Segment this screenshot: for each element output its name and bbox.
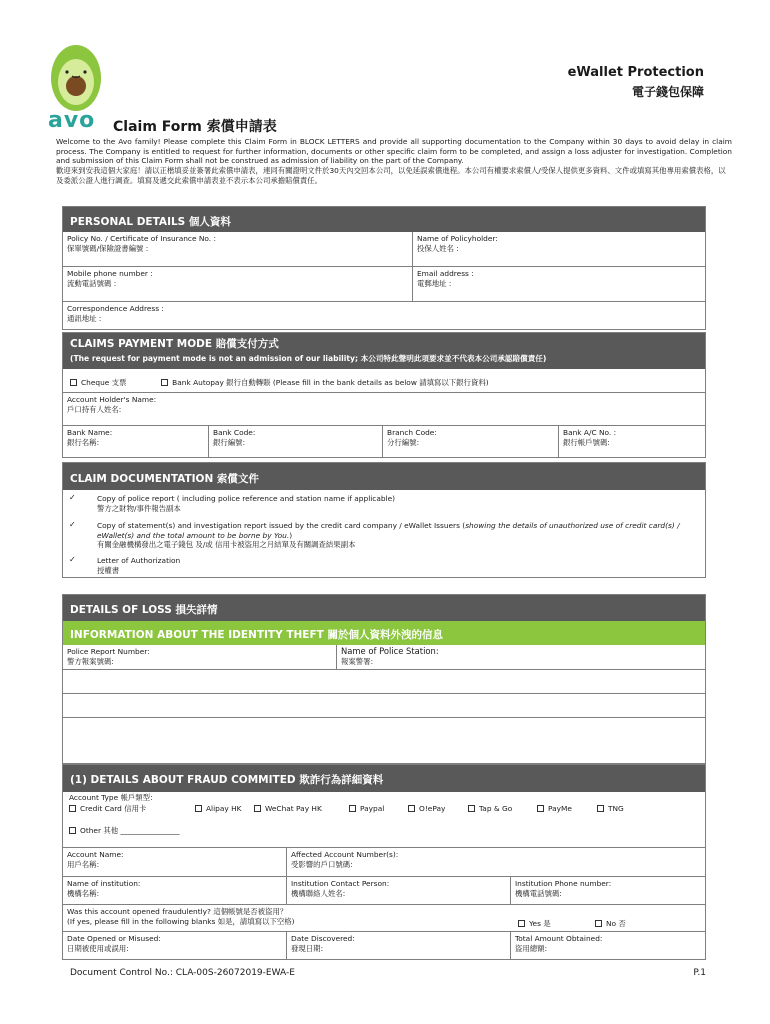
opened-yes[interactable] — [518, 919, 551, 929]
account-holder-label: Account Holder's Name: — [67, 395, 157, 404]
checkbox-yes[interactable] — [518, 920, 525, 927]
doc-item-1 — [97, 494, 697, 513]
doc-item-2-en: Copy of statement(s) and investigation report issued by the credit card company / eWallet Issuers ( — [97, 521, 466, 530]
date-opened-label: Date Opened or Misused: — [67, 934, 161, 943]
account-no-field[interactable] — [559, 426, 705, 457]
date-discovered-label-zh: 發現日期: — [291, 943, 324, 953]
date-discovered-label: Date Discovered: — [291, 934, 355, 943]
product-name-zh: 電子錢包保障 — [631, 85, 704, 99]
institution-label: Name of institution: — [67, 879, 141, 888]
bank-code-label-zh: 銀行編號: — [213, 437, 246, 447]
address-field[interactable] — [63, 302, 705, 329]
doc-item-2-zh: 有關金融機構發出之電子錢包 及/或 信用卡被盜用之月結單及有關調查結果副本 — [97, 540, 356, 550]
mobile-label-zh: 流動電話號碼 : — [67, 278, 117, 288]
identity-theft-title: INFORMATION ABOUT THE IDENTITY THEFT 關於個人資料外洩的信息 — [63, 621, 705, 645]
contact-person-field[interactable] — [287, 877, 511, 905]
account-no-label-zh: 銀行帳戶號碼: — [563, 437, 610, 447]
checkbox-payme[interactable] — [537, 805, 544, 812]
total-amount-label-zh: 盜用總額: — [515, 943, 548, 953]
opt-paypal-label: Paypal — [360, 804, 385, 813]
opt-payme-label: PayMe — [548, 804, 572, 813]
opt-alipay[interactable] — [195, 804, 254, 814]
opt-other-label: Other 其他 ________________ — [80, 826, 180, 835]
doc-item-3-zh: 授權書 — [97, 565, 120, 575]
doc-item-2-en-italic: showing the details of unauthorized use of credit card(s) / eWallet(s) and the total amount to be borne by You. — [97, 521, 680, 540]
opt-tng[interactable] — [597, 804, 637, 814]
page-number: P.1 — [693, 968, 706, 978]
institution-label-zh: 機構名稱: — [67, 888, 100, 898]
opt-tapgo-label: Tap & Go — [479, 804, 513, 813]
intro-text-en: Welcome to the Avo family! Please complete this Claim Form in BLOCK LETTERS and provide all supporting documentation to the Company within 30 days to avoid delay in claim process. The Company is entitled to request for further information, documents or other specific claim form to be completed, and assign a loss adjuster for investigation. Completion and submission of this Claim Form shall not be construed as admission of liability on the part of the Company. — [56, 137, 732, 166]
affected-account-label-zh: 受影響的戶口號碼: — [291, 859, 353, 869]
checkbox-alipay[interactable] — [195, 805, 202, 812]
police-station-label-zh: 報案警署: — [341, 656, 374, 666]
checkbox-tng[interactable] — [597, 805, 604, 812]
bank-name-label-zh: 銀行名稱: — [67, 437, 100, 447]
blank-row-1[interactable] — [63, 670, 705, 694]
account-name-label-zh: 用戶名稱: — [67, 859, 100, 869]
police-station-label: Name of Police Station: — [341, 646, 439, 656]
institution-phone-field[interactable] — [511, 877, 705, 905]
checkbox-tapgo[interactable] — [468, 805, 475, 812]
affected-account-label: Affected Account Number(s): — [291, 850, 399, 859]
opt-credit-card[interactable] — [69, 804, 195, 814]
claim-docs-title: CLAIM DOCUMENTATION 索償文件 — [63, 463, 705, 490]
checkbox-wechat[interactable] — [254, 805, 261, 812]
opened-no[interactable] — [595, 919, 626, 929]
doc-check-3: ✓ — [69, 555, 76, 564]
personal-details-section — [62, 206, 706, 330]
logo-text: avo — [48, 108, 96, 133]
opt-payme[interactable] — [537, 804, 597, 814]
affected-account-field[interactable] — [287, 848, 705, 877]
policy-no-field[interactable] — [63, 232, 413, 267]
policyholder-field[interactable] — [413, 232, 705, 267]
cheque-checkbox[interactable] — [70, 379, 77, 386]
policy-no-label-zh: 保單號碼/保險證書編號 : — [67, 243, 149, 253]
total-amount-label: Total Amount Obtained: — [515, 934, 603, 943]
claim-docs-section — [62, 462, 706, 578]
opt-tapgo[interactable] — [468, 804, 537, 814]
doc-item-1-zh: 警方之財物/事件報告副本 — [97, 503, 181, 513]
police-report-field[interactable] — [63, 645, 337, 670]
doc-item-2-en-close: ) — [289, 530, 293, 540]
personal-details-title: PERSONAL DETAILS 個人資料 — [63, 207, 705, 232]
loss-title: DETAILS OF LOSS 損失詳情 — [63, 595, 705, 621]
loss-section — [62, 594, 706, 764]
mobile-field[interactable] — [63, 267, 413, 302]
doc-check-2: ✓ — [69, 520, 76, 529]
branch-code-field[interactable] — [383, 426, 559, 457]
police-report-label-zh: 警方報案號碼: — [67, 656, 114, 666]
doc-item-3 — [97, 556, 697, 575]
opt-wechat-label: WeChat Pay HK — [265, 804, 322, 813]
blank-row-2[interactable] — [63, 694, 705, 718]
blank-row-3[interactable] — [63, 718, 705, 740]
bank-code-label: Bank Code: — [213, 428, 256, 437]
no-label: No 否 — [606, 919, 626, 928]
opt-tng-label: TNG — [608, 804, 624, 813]
cheque-label: Cheque 支票 — [81, 378, 127, 387]
contact-person-label: Institution Contact Person: — [291, 879, 390, 888]
account-name-label: Account Name: — [67, 850, 124, 859]
opt-credit-card-label: Credit Card 信用卡 — [80, 804, 147, 813]
checkbox-credit-card[interactable] — [69, 805, 76, 812]
email-label: Email address : — [417, 269, 474, 278]
institution-phone-label: Institution Phone number: — [515, 879, 612, 888]
branch-code-label: Branch Code: — [387, 428, 437, 437]
institution-phone-label-zh: 機構電話號碼: — [515, 888, 562, 898]
opt-other[interactable] — [69, 826, 180, 836]
date-discovered-field[interactable] — [287, 932, 511, 959]
email-field[interactable] — [413, 267, 705, 302]
checkbox-no[interactable] — [595, 920, 602, 927]
checkbox-oepay[interactable] — [408, 805, 415, 812]
date-opened-label-zh: 日期被使用或誤用: — [67, 943, 129, 953]
date-opened-field[interactable] — [63, 932, 287, 959]
opened-fraud-question-note: (If yes, please fill in the following blanks 如是，請填寫以下空格) — [67, 916, 295, 926]
doc-check-1: ✓ — [69, 493, 76, 502]
total-amount-field[interactable] — [511, 932, 705, 959]
opened-fraud-question-label: Was this account opened fraudulently? 這個帳號是否被盜用？ — [67, 907, 288, 916]
opt-oepay-label: O!ePay — [419, 804, 446, 813]
payment-mode-note: (The request for payment mode is not an admission of our liability; 本公司特此聲明此項要求並不代表本公司承認賠償責任) — [63, 351, 705, 369]
checkbox-other[interactable] — [69, 827, 76, 834]
account-holder-field[interactable] — [63, 393, 705, 426]
autopay-checkbox[interactable] — [161, 379, 168, 386]
address-label-zh: 通訊地址 : — [67, 313, 102, 323]
account-holder-label-zh: 戶口持有人姓名: — [67, 404, 122, 414]
policyholder-label-zh: 投保人姓名 : — [417, 243, 459, 253]
doc-item-1-en: Copy of police report ( including police reference and station name if applicable) — [97, 494, 396, 503]
autopay-label: Bank Autopay 銀行自動轉賬 (Please fill in the bank details as below 請填寫以下銀行資料) — [172, 378, 489, 387]
account-type-options — [69, 804, 701, 814]
account-no-label: Bank A/C No. : — [563, 428, 617, 437]
bank-name-field[interactable] — [63, 426, 209, 457]
form-title: Claim Form 索償申請表 — [113, 119, 277, 135]
bank-name-label: Bank Name: — [67, 428, 113, 437]
address-label: Correspondence Address : — [67, 304, 164, 313]
document-control-no: Document Control No.: CLA-00S-26072019-EWA-E — [70, 968, 295, 978]
intro-text-zh: 歡迎來到安我這個大家庭！請以正楷填妥並簽署此索償申請表，連同有關證明文件於30天內交回本公司，以免延誤索償進程。本公司有權要求索償人/受保人提供更多資料、文件或填寫其他專用索償表格，以及委派公證人進行調查。填寫及遞交此索償申請表並不表示本公司承擔賠償責任。 — [56, 166, 726, 185]
policyholder-label: Name of Policyholder: — [417, 234, 498, 243]
policy-no-label: Policy No. / Certificate of Insurance No. : — [67, 234, 216, 243]
fraud-title: (1) DETAILS ABOUT FRAUD COMMITED 欺詐行為詳細資料 — [63, 765, 705, 792]
product-name-en: eWallet Protection — [567, 65, 704, 80]
doc-item-2 — [97, 521, 697, 550]
doc-item-3-en: Letter of Authorization — [97, 556, 181, 565]
opt-oepay[interactable] — [408, 804, 468, 814]
account-name-field[interactable] — [63, 848, 287, 877]
yes-label: Yes 是 — [529, 919, 551, 928]
institution-field[interactable] — [63, 877, 287, 905]
mobile-label: Mobile phone number : — [67, 269, 153, 278]
fraud-section — [62, 764, 706, 960]
opt-paypal[interactable] — [349, 804, 408, 814]
contact-person-label-zh: 機構聯絡人姓名: — [291, 888, 346, 898]
opt-wechat[interactable] — [254, 804, 349, 814]
payment-options-row — [70, 378, 700, 388]
payment-mode-section — [62, 332, 706, 458]
email-label-zh: 電郵地址 : — [417, 278, 452, 288]
account-type-label: Account Type 帳戶類型: — [69, 793, 153, 802]
police-station-field[interactable] — [337, 645, 705, 670]
bank-code-field[interactable] — [209, 426, 383, 457]
opt-alipay-label: Alipay HK — [206, 804, 242, 813]
checkbox-paypal[interactable] — [349, 805, 356, 812]
branch-code-label-zh: 分行編號: — [387, 437, 420, 447]
police-report-label: Police Report Number: — [67, 647, 150, 656]
payment-mode-title: CLAIMS PAYMENT MODE 賠償支付方式 — [63, 333, 705, 351]
